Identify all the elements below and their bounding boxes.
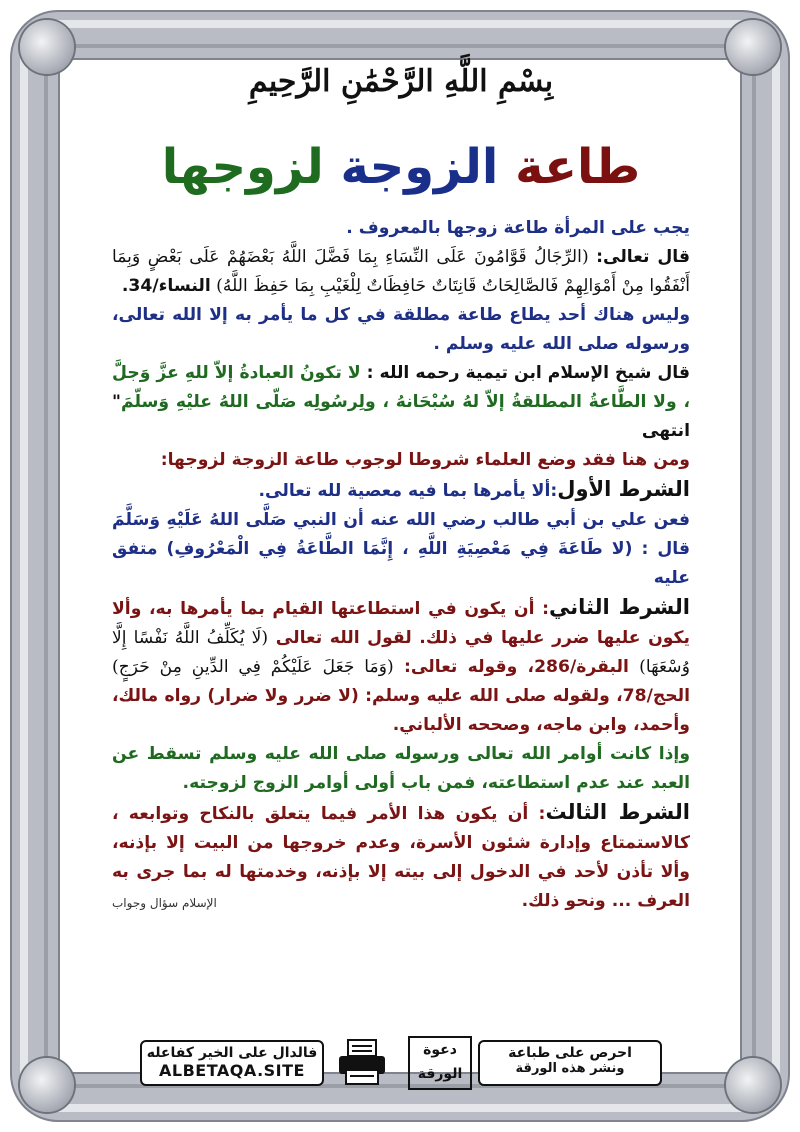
frame-corner-ornament [20, 1058, 74, 1112]
footer-slogan: فالدال على الخير كفاعله [146, 1045, 318, 1061]
condition-2-text: : أن يكون في استطاعتها القيام بما يأمرها به، وألا يكون عليها ضرر عليها في ذلك. لقول الله تعالى [112, 599, 690, 648]
footer-site-box [140, 1040, 324, 1086]
footer-print-line-2: ونشر هذه الورقة [515, 1061, 625, 1076]
condition-1-text: :ألا يأمرها بما فيه معصية لله تعالى. [258, 481, 558, 501]
logo-line-1: دعوة [423, 1042, 457, 1058]
footer-print-line-1: احرص على طباعة [508, 1045, 632, 1061]
footer-bar [140, 1036, 662, 1090]
condition-1 [112, 475, 690, 506]
paragraph-obedience: وليس هناك أحد يطاع طاعة مطلقة في كل ما يأمر به إلا الله تعالى، ورسوله صلى الله عليه وسلم . [112, 305, 690, 354]
condition-2-ref-1: البقرة/286، وقوله تعالى: [393, 657, 640, 677]
condition-2 [112, 593, 690, 740]
site-link[interactable]: ALBETAQA.SITE [159, 1061, 305, 1080]
condition-2-label: الشرط الثاني [549, 595, 690, 619]
paragraph-quran-verse [112, 243, 690, 301]
title-word-1: طاعة [515, 139, 641, 195]
paragraph-conclusion: وإذا كانت أوامر الله تعالى ورسوله صلى الله عليه وسلم تسقط عن العبد عند عدم استطاعته، فمن باب أولى أوامر الزوج لزوجته. [112, 744, 690, 793]
document-body [112, 52, 690, 910]
paragraph-intro: يجب على المرأة طاعة زوجها بالمعروف . [346, 218, 690, 238]
verse-label: قال تعالى: [596, 247, 690, 267]
quote-intro: قال شيخ الإسلام ابن تيمية رحمه الله : [360, 363, 690, 383]
condition-3-label: الشرط الثالث [545, 800, 691, 824]
logo-line-2: الورقة [417, 1066, 463, 1082]
verse-reference: النساء/34. [121, 276, 211, 296]
basmala-calligraphy: بِسْمِ اللَّهِ الرَّحْمَٰنِ الرَّحِيمِ [248, 64, 554, 99]
frame-corner-ornament [726, 20, 780, 74]
paragraph-ibn-taymiyyah [112, 359, 690, 446]
condition-2-ref-2: الحج/78، ولقوله صلى الله عليه وسلم: (لا ضرر ولا ضرار) رواه مالك، وأحمد، وابن ماجه، وصححه الألباني. [112, 686, 690, 735]
condition-2-verse-2: (وَمَا جَعَلَ عَلَيْكُمْ فِي الدِّينِ مِنْ حَرَجٍ) [112, 657, 394, 677]
printer-icon [336, 1038, 388, 1088]
source-credit: الإسلام سؤال وجواب [112, 896, 217, 910]
quote-text: لا تكونُ العبادةُ إلاّ للهِ عزَّ وَجلَّ ، ولا الطَّاعةُ المطلقةُ إلاّ لهُ سُبْحَانهُ ، ولِرسُولِه صَلّى اللهُ عليْهِ وَسلّمَ [112, 363, 690, 412]
verse-text: (الرِّجَالُ قَوَّامُونَ عَلَى النِّسَاءِ بِمَا فَضَّلَ اللَّهُ بَعْضَهُمْ عَلَى بَعْضٍ وَبِمَا أَنْفَقُوا مِنْ أَمْوَالِهِمْ فَالصَّالِحَاتُ قَانِتَاتٌ حَافِظَاتٌ لِلْغَيْبِ بِمَا حَفِظَ اللَّهُ) [112, 247, 690, 296]
condition-2-verse-1: (لَا يُكَلِّفُ اللَّهُ نَفْسًا إِلَّا وُسْعَهَا) [112, 628, 690, 677]
paragraph-conditions-intro: ومن هنا فقد وضع العلماء شروطا لوجوب طاعة الزوجة لزوجها: [160, 450, 690, 470]
quote-end: " انتهى [112, 392, 690, 441]
title-word-3: لزوجها [161, 139, 324, 195]
dawah-logo [408, 1036, 472, 1090]
page-title [112, 132, 690, 202]
footer-print-box [478, 1040, 662, 1086]
frame-corner-ornament [726, 1058, 780, 1112]
condition-3-text: : أن يكون هذا الأمر فيما يتعلق بالنكاح وتوابعه ، كالاستمتاع وإدارة شئون الأسرة، وعدم خروجها من البيت إلا بإذنه، وألا تأذن لأحد في الدخول إلى بيته إلا بإذنه، وخدمتها له بما جرى به العرف ... ونحو ذلك. [112, 804, 690, 911]
frame-corner-ornament [20, 20, 74, 74]
condition-1-hadith: فعن علي بن أبي طالب رضي الله عنه أن النبي صَلَّى اللهُ عَلَيْهِ وَسَلَّمَ قال : (لا طَاعَةَ فِي مَعْصِيَةِ اللَّهِ ، إِنَّمَا الطَّاعَةُ فِي الْمَعْرُوفِ) متفق عليه [112, 510, 690, 588]
condition-1-label: الشرط الأول [557, 477, 690, 501]
title-word-2: الزوجة [340, 139, 499, 195]
